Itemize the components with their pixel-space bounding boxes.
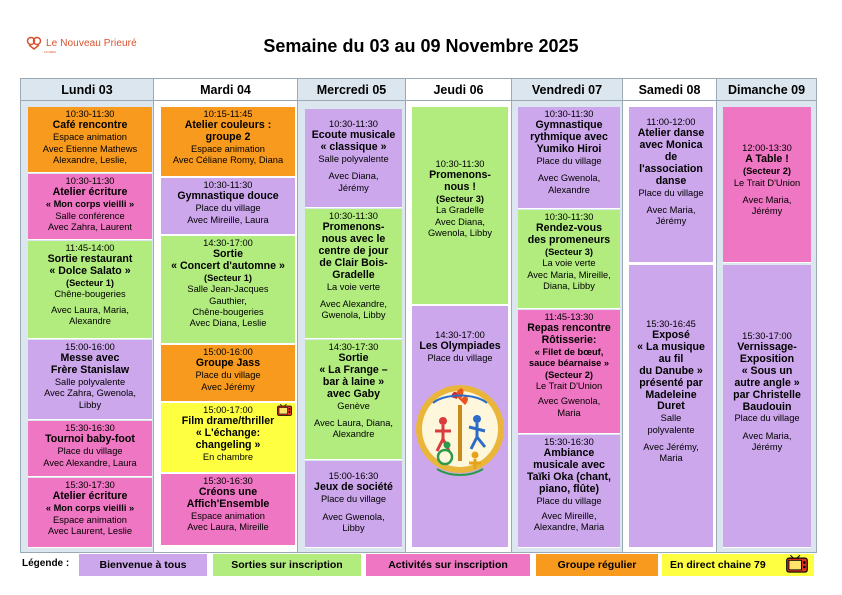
- activity-name: l'association: [639, 162, 703, 175]
- activity-name: piano, flûte): [538, 482, 600, 495]
- activity-staff: Alexandre: [332, 429, 375, 440]
- activity-time: 10:30-11:30: [435, 159, 485, 169]
- activity-name: Créons une: [198, 486, 258, 499]
- activity-atelier-ecriture-2[interactable]: [28, 478, 152, 548]
- activity-time: 11:00-12:00: [646, 117, 696, 127]
- activity-sector: (Secteur 2): [742, 166, 792, 177]
- activity-staff: Avec Gwenola,: [322, 511, 385, 522]
- activity-staff: Gwenola, Libby: [427, 228, 493, 239]
- activity-name: Tournoi baby-foot: [45, 433, 135, 446]
- activity-staff: Avec Zahra, Laurent: [47, 221, 133, 232]
- activity-name: « Concert d'automne »: [171, 260, 285, 273]
- day-header: Jeudi 06: [406, 79, 512, 101]
- activity-sector: (Secteur 2): [544, 369, 594, 380]
- activity-name: par Christelle: [733, 388, 801, 401]
- tv-icon: [277, 404, 292, 416]
- activity-staff: Avec Etienne Mathews: [42, 143, 138, 154]
- activity-staff: Alexandre: [548, 184, 590, 195]
- activity-time: 15:00-16:30: [328, 471, 379, 481]
- activity-staff: Jérémy: [655, 216, 687, 227]
- activity-name: Promenons-: [322, 221, 385, 234]
- activity-place: polyvalente: [647, 424, 695, 435]
- activity-name: Gymnastique: [535, 119, 603, 132]
- olympiades-emblem-icon: [415, 373, 505, 485]
- activity-place: Gauthier,: [209, 295, 247, 306]
- activity-place: Espace animation: [191, 511, 265, 522]
- activity-gymnastique-douce[interactable]: [161, 178, 295, 235]
- activity-time: 10:30-11:30: [203, 180, 253, 190]
- activity-place: La voie verte: [326, 281, 381, 292]
- activity-gymnastique-rythmique[interactable]: [518, 107, 620, 209]
- activity-creons-affiche[interactable]: [161, 474, 295, 546]
- activity-name: de Clair Bois-: [319, 256, 388, 269]
- logo-text: Le Nouveau Prieuré: [46, 37, 137, 49]
- activity-place: Salle: [660, 413, 682, 424]
- activity-name: Film drame/thriller: [181, 415, 275, 428]
- activity-place: Espace animation: [53, 514, 127, 525]
- day-header: Mercredi 05: [298, 79, 406, 101]
- activity-staff: Alexandre, Leslie,: [53, 154, 127, 165]
- activity-staff: Avec Jérémy,: [643, 442, 699, 452]
- activity-ambiance-musicale[interactable]: [518, 435, 620, 548]
- activity-staff: Avec Laura, Diana,: [314, 418, 393, 429]
- activity-sortie-restaurant[interactable]: [28, 241, 152, 339]
- day-header: Dimanche 09: [717, 79, 816, 101]
- activity-time: 10:30-11:30: [544, 212, 594, 222]
- activity-name: nous avec le: [321, 233, 386, 246]
- activity-messe[interactable]: [28, 340, 152, 420]
- day-header: Mardi 04: [154, 79, 298, 101]
- activity-name: Gymnastique douce: [177, 190, 279, 203]
- legend: [0, 552, 842, 578]
- activity-staff: Avec Laura, Maria,: [51, 304, 129, 315]
- activity-sector: (Secteur 3): [435, 194, 485, 205]
- activity-staff: Avec Maria,: [742, 194, 792, 205]
- activity-staff: Avec Gwenola,: [537, 396, 601, 407]
- activity-staff: Libby: [342, 522, 365, 533]
- activity-place: Place du village: [536, 495, 602, 506]
- activity-time: 15:00-17:00: [203, 405, 253, 415]
- activity-cafe-rencontre[interactable]: [28, 107, 152, 173]
- activity-name: centre de jour: [318, 245, 389, 258]
- activity-staff: Maria: [659, 453, 683, 464]
- activity-tournoi-baby-foot[interactable]: [28, 421, 152, 477]
- legend-item-sorties: Sorties sur inscription: [213, 554, 361, 576]
- activity-promenons-nous[interactable]: [412, 107, 508, 305]
- activity-name: A Table !: [745, 153, 789, 166]
- legend-item-en-direct: En direct chaine 79: [662, 554, 814, 576]
- activity-place: Espace animation: [53, 132, 127, 143]
- activity-place: En chambre: [202, 451, 254, 462]
- logo-subtext: FLORES: [44, 50, 57, 54]
- activity-name: groupe 2: [205, 131, 251, 144]
- activity-subtitle: « Filet de bœuf,: [534, 347, 604, 358]
- activity-staff: Jérémy: [751, 206, 783, 217]
- activity-name: avec Monica: [639, 139, 703, 152]
- activity-staff: Gwenola, Libby: [321, 310, 386, 321]
- activity-place: Place du village: [427, 353, 493, 364]
- activity-name: avec Gaby: [326, 387, 380, 400]
- activity-name: « classique »: [320, 141, 387, 154]
- activity-name: Promenons-: [429, 169, 491, 182]
- activity-time: 14:30-17:00: [203, 238, 253, 248]
- legend-item-activites: Activités sur inscription: [366, 554, 530, 576]
- activity-name: Yumiko Hiroi: [536, 143, 602, 156]
- activity-name: Exposition: [739, 353, 795, 366]
- activity-time: 15:00-16:00: [203, 347, 253, 357]
- activity-name: Baudouin: [742, 400, 792, 413]
- activity-name: Sortie: [338, 352, 369, 365]
- activity-sortie-concert[interactable]: [161, 236, 295, 344]
- activity-name: Sortie: [212, 248, 244, 261]
- activity-place: Place du village: [536, 155, 602, 166]
- activity-name: Madeleine: [645, 388, 697, 401]
- activity-time: 12:00-13:30: [742, 143, 792, 153]
- activity-place: La Gradelle: [435, 205, 485, 216]
- activity-name: « La musique: [637, 341, 705, 354]
- activity-staff: Jérémy: [338, 182, 369, 193]
- activity-a-table[interactable]: [723, 107, 811, 263]
- activity-time: 10:30-11:30: [65, 109, 115, 119]
- activity-time: 15:30-17:00: [742, 331, 792, 341]
- activity-place: Place du village: [195, 203, 261, 214]
- activity-place: Place du village: [638, 187, 704, 198]
- activity-name: musicale avec: [533, 459, 605, 472]
- activity-staff: Avec Zahra, Gwenola,: [44, 388, 136, 399]
- activity-atelier-danse[interactable]: [629, 107, 713, 263]
- activity-place: Chêne-bougeries: [192, 307, 264, 318]
- activity-staff: Maria: [557, 407, 581, 418]
- activity-staff: Avec Mireille, Laura: [187, 214, 269, 225]
- activity-staff: Avec Diana, Leslie: [189, 318, 267, 329]
- activity-time: 10:30-11:30: [329, 211, 378, 221]
- activity-name: des promeneurs: [527, 234, 611, 247]
- activity-name: Atelier écriture: [52, 490, 128, 503]
- activity-staff: Avec Maria,: [646, 204, 696, 215]
- activity-time: 15:30-16:30: [65, 423, 115, 433]
- activity-name: Duret: [657, 400, 685, 413]
- activity-name: « Sous un: [741, 365, 793, 378]
- activity-name: nous !: [444, 181, 476, 194]
- activity-time: 10:30-11:30: [329, 119, 378, 129]
- activity-expose-musique[interactable]: [629, 265, 713, 548]
- activity-staff: Avec Céliane Romy, Diana: [172, 155, 284, 166]
- activity-staff: Libby: [78, 399, 102, 410]
- activity-time: 15:00-16:00: [65, 342, 115, 352]
- activity-staff: Avec Maria,: [742, 430, 792, 441]
- activity-time: 14:30-17:00: [435, 330, 485, 340]
- activity-time: 11:45-14:00: [65, 243, 115, 253]
- activity-name: Ecoute musicale: [311, 129, 396, 142]
- activity-name: Atelier danse: [637, 127, 705, 140]
- activity-name: Taïki Oka (chant,: [527, 471, 611, 484]
- legend-item-groupe-regulier: Groupe régulier: [536, 554, 658, 576]
- activity-subtitle: « Mon corps vieilli »: [45, 503, 135, 514]
- activity-place: Salle Jean-Jacques: [187, 284, 269, 295]
- activity-staff: Avec Diana,: [435, 216, 485, 227]
- day-header: Samedi 08: [623, 79, 717, 101]
- activity-name: Atelier couleurs :: [184, 119, 272, 132]
- activity-atelier-couleurs[interactable]: [161, 107, 295, 177]
- activity-staff: Avec Alexandre, Laura: [43, 457, 137, 468]
- activity-jeux-de-societe[interactable]: [305, 461, 402, 548]
- activity-name: Sortie restaurant: [47, 253, 133, 266]
- activity-name: Rôtisserie:: [541, 334, 597, 347]
- activity-name: changeling »: [195, 439, 261, 452]
- activity-staff: Diana, Libby: [543, 281, 595, 292]
- activity-name: Messe avec: [60, 352, 120, 365]
- activity-place: Chêne-bougeries: [54, 289, 126, 300]
- legend-item-bienvenue: Bienvenue à tous: [79, 554, 207, 576]
- activity-name: Affich'Ensemble: [186, 498, 270, 511]
- activity-name: de: [664, 151, 678, 164]
- activity-subtitle: « Mon corps vieilli »: [45, 199, 135, 210]
- activity-time: 10:30-11:30: [544, 109, 594, 119]
- activity-staff: Avec Diana,: [328, 171, 379, 182]
- activity-groupe-jass[interactable]: [161, 345, 295, 402]
- tv-icon: [786, 554, 808, 574]
- activity-name: Rendez-vous: [536, 222, 602, 235]
- activity-staff: Avec Gwenola,: [537, 173, 601, 184]
- activity-subtitle: sauce béarnaise »: [528, 358, 610, 369]
- activity-promenons-nous-clair-bois[interactable]: [305, 209, 402, 339]
- activity-name: au fil: [658, 353, 684, 366]
- activity-place: Place du village: [195, 370, 261, 381]
- activity-staff: Jérémy: [751, 442, 783, 453]
- activity-time: 15:30-16:30: [544, 437, 594, 447]
- activity-name: Vernissage-: [737, 341, 797, 354]
- activity-name: Ambiance: [543, 447, 595, 460]
- activity-place: Salle polyvalente: [318, 154, 389, 165]
- activity-sortie-la-frange[interactable]: [305, 340, 402, 460]
- activity-time: 15:30-16:45: [646, 319, 696, 329]
- activity-place: La voie verte: [542, 258, 596, 269]
- activity-time: 14:30-17:30: [328, 342, 379, 352]
- activity-name: Frère Stanislaw: [50, 364, 130, 377]
- activity-staff: Avec Laurent, Leslie: [47, 525, 133, 536]
- activity-name: bar à laine »: [322, 376, 385, 389]
- activity-name: « Dolce Salato »: [49, 265, 131, 278]
- activity-olympiades[interactable]: [412, 306, 508, 548]
- activity-name: « La Frange –: [319, 364, 388, 377]
- legend-label: Légende :: [22, 558, 70, 569]
- activity-name: Jeux de société: [314, 481, 393, 494]
- activity-name: « L'échange:: [195, 427, 261, 440]
- activity-name: autre angle »: [734, 376, 800, 389]
- activity-staff: Avec Laura, Mireille: [187, 522, 269, 533]
- activity-name: Groupe Jass: [195, 357, 261, 370]
- activity-name: Les Olympiades: [419, 340, 501, 353]
- activity-place: Le Trait D'Union: [733, 177, 801, 188]
- day-header: Vendredi 07: [512, 79, 623, 101]
- activity-time: 10:30-11:30: [65, 176, 115, 186]
- activity-staff: Avec Jérémy: [201, 381, 255, 392]
- activity-place: Espace animation: [191, 144, 265, 155]
- activity-repas-rencontre[interactable]: [518, 310, 620, 434]
- activity-staff: Avec Mireille,: [541, 511, 597, 522]
- activity-rendez-vous-promeneurs[interactable]: [518, 210, 620, 309]
- activity-place: Le Trait D'Union: [535, 381, 603, 392]
- activity-staff: Alexandre, Maria: [533, 522, 605, 533]
- activity-place: Place du village: [57, 446, 123, 457]
- activity-film[interactable]: [161, 403, 295, 473]
- activity-place: Place du village: [734, 413, 800, 424]
- activity-ecoute-musicale[interactable]: [305, 109, 402, 208]
- activity-name: Café rencontre: [52, 119, 128, 132]
- activity-name: présenté par: [639, 376, 703, 389]
- activity-name: Repas rencontre: [527, 322, 611, 335]
- activity-name: Gradelle: [332, 268, 375, 281]
- activity-time: 11:45-13:30: [544, 312, 594, 322]
- activity-name: du Danube »: [639, 364, 703, 377]
- schedule-grid: [20, 78, 817, 553]
- activity-sector: (Secteur 3): [544, 247, 594, 258]
- activity-time: 10:15-11:45: [203, 109, 253, 119]
- activity-place: Place du village: [320, 494, 387, 505]
- activity-staff: Alexandre: [69, 316, 111, 327]
- activity-name: Exposé: [652, 329, 690, 342]
- activity-vernissage-exposition[interactable]: [723, 265, 811, 548]
- activity-name: rythmique avec: [530, 131, 608, 144]
- activity-staff: Avec Alexandre,: [319, 298, 388, 309]
- activity-place: Salle conférence: [55, 210, 125, 221]
- activity-sector: (Secteur 1): [203, 273, 253, 284]
- activity-sector: (Secteur 1): [65, 278, 115, 289]
- day-header: Lundi 03: [21, 79, 154, 101]
- activity-staff: Avec Maria, Mireille,: [527, 269, 611, 280]
- activity-place: Genève: [337, 400, 370, 411]
- activity-time: 15:30-16:30: [203, 476, 253, 486]
- activity-name: danse: [655, 174, 687, 187]
- activity-time: 15:30-17:30: [65, 480, 115, 490]
- activity-place: Salle polyvalente: [54, 377, 126, 388]
- activity-atelier-ecriture[interactable]: [28, 174, 152, 240]
- activity-name: Atelier écriture: [52, 186, 128, 199]
- page-title: Semaine du 03 au 09 Novembre 2025: [263, 36, 579, 56]
